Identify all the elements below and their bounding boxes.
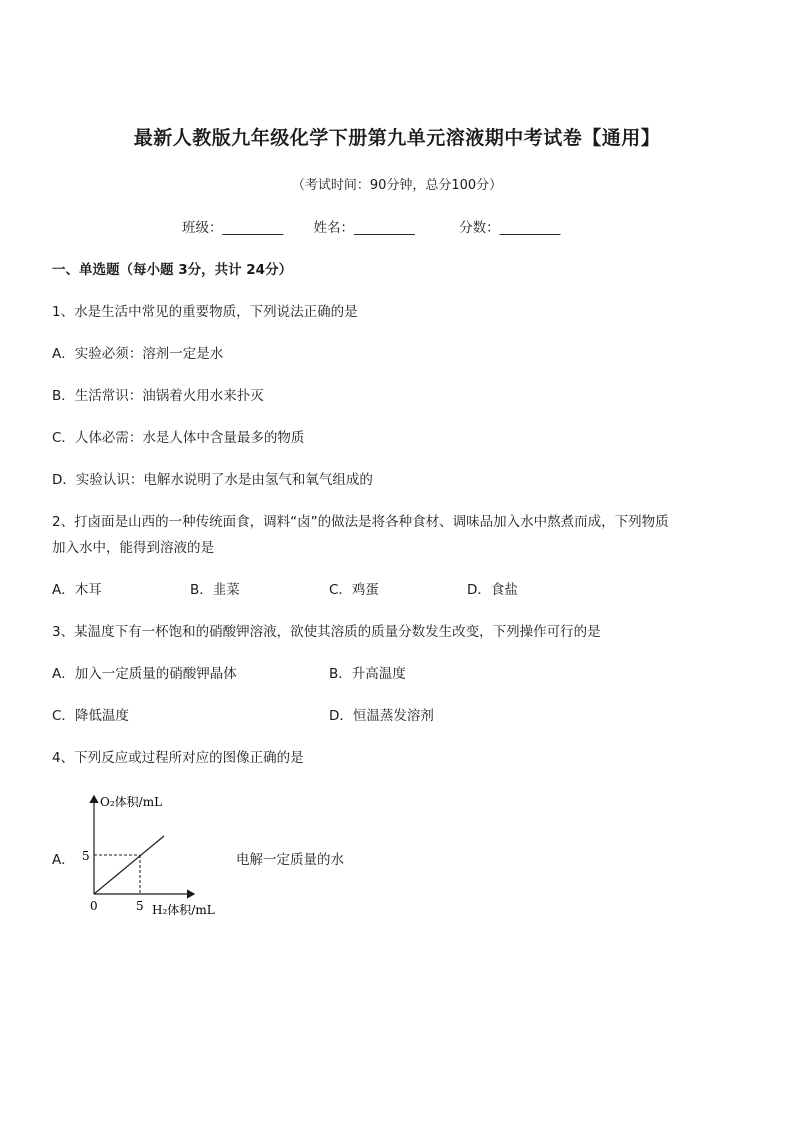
question-4-stem: 4、下列反应或过程所对应的图像正确的是 <box>52 750 304 766</box>
question-3-option-a: A．加入一定质量的硝酸钾晶体 <box>52 666 237 682</box>
student-info-row <box>182 216 560 236</box>
question-1-option-d: D．实验认识：电解水说明了水是由氢气和氧气组成的 <box>52 472 373 488</box>
question-3-option-d: D．恒温蒸发溶剂 <box>329 708 434 724</box>
question-2-option-b: B．韭菜 <box>190 582 240 598</box>
question-2-option-c: C．鸡蛋 <box>329 582 379 598</box>
class-field: 班级：_________ <box>182 220 284 236</box>
option-a-label: A． <box>52 852 75 868</box>
question-3-stem: 3、某温度下有一杯饱和的硝酸钾溶液，欲使其溶质的质量分数发生改变，下列操作可行的是 <box>52 624 601 640</box>
score-field: 分数：_________ <box>459 220 561 236</box>
option-a-caption: 电解一定质量的水 <box>236 852 344 868</box>
exam-time-note: （考试时间：90分钟，总分100分） <box>291 178 503 193</box>
question-1-option-a: A．实验必须：溶剂一定是水 <box>52 346 224 362</box>
x-tick-label: 5 <box>136 899 144 913</box>
section-heading: 一、单选题（每小题 3分，共计 24分） <box>52 262 293 278</box>
y-axis-label: O₂体积/mL <box>100 795 163 809</box>
question-2-stem-line1: 2、打卤面是山西的一种传统面食，调料“卤”的做法是将各种食材、调味品加入水中熬煮而成，下列物质 <box>52 514 669 530</box>
question-2-option-a: A．木耳 <box>52 582 102 598</box>
o2-h2-volume-graph <box>82 788 262 928</box>
question-1-option-c: C．人体必需：水是人体中含量最多的物质 <box>52 430 305 446</box>
question-2-option-d: D．食盐 <box>467 582 518 598</box>
x-axis-label: H₂体积/mL <box>152 903 215 917</box>
question-2-stem-line2: 加入水中，能得到溶液的是 <box>52 540 214 556</box>
question-1-stem: 1、水是生活中常见的重要物质，下列说法正确的是 <box>52 304 358 320</box>
origin-label: 0 <box>90 899 98 913</box>
question-3-option-c: C．降低温度 <box>52 708 129 724</box>
page-title: 最新人教版九年级化学下册第九单元溶液期中考试卷【通用】 <box>133 127 661 149</box>
name-field: 姓名：_________ <box>313 220 415 236</box>
y-tick-label: 5 <box>82 849 90 863</box>
data-line <box>94 836 164 894</box>
question-3-option-b: B．升高温度 <box>329 666 406 682</box>
question-1-option-b: B．生活常识：油锅着火用水来扑灭 <box>52 388 264 404</box>
question-4-option-a <box>52 788 412 928</box>
